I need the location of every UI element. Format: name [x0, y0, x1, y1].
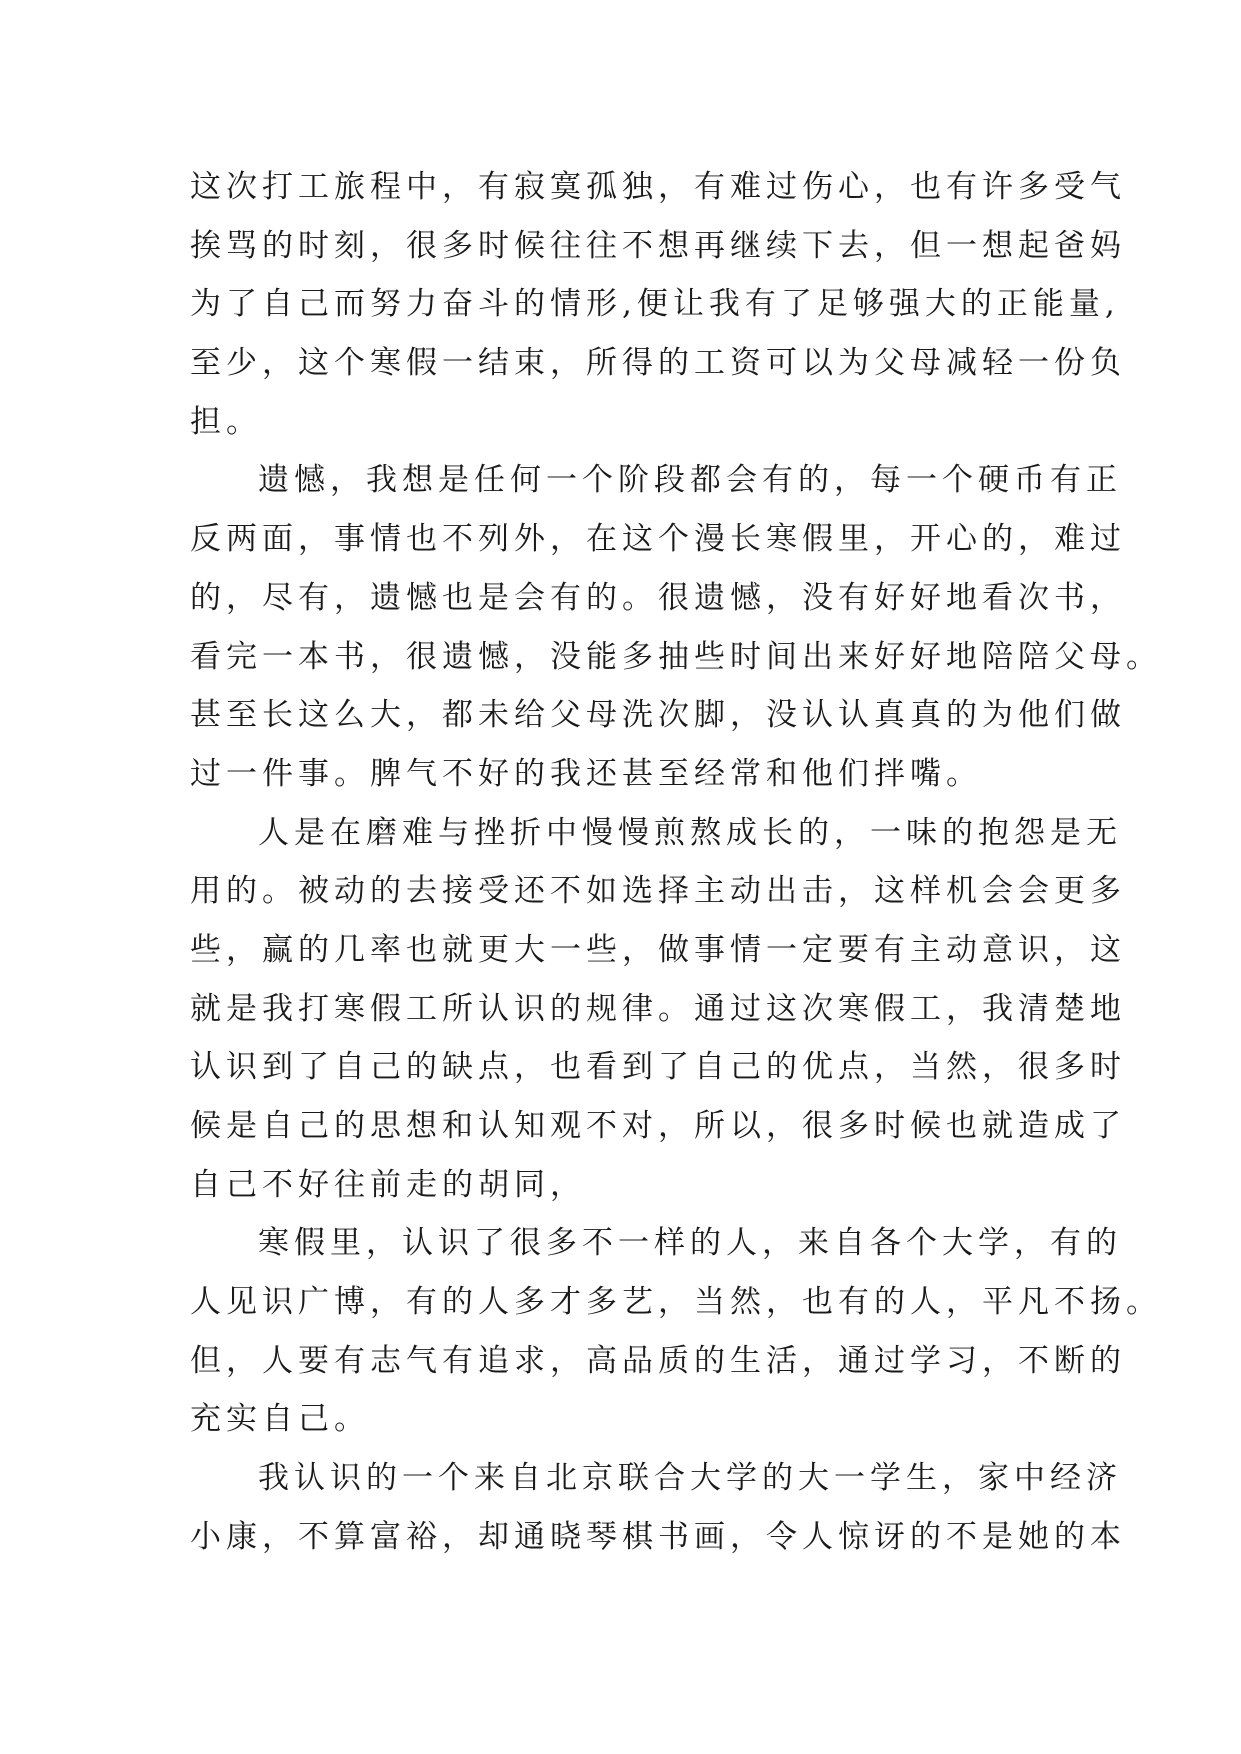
- text-line: 至少，这个寒假一结束，所得的工资可以为父母减轻一份负: [190, 345, 1126, 382]
- text-line: 认识到了自己的缺点，也看到了自己的优点，当然，很多时: [190, 1049, 1126, 1086]
- paragraph-first-line: 寒假里，认识了很多不一样的人，来自各个大学，有的: [258, 1225, 1122, 1262]
- text-line: 人见识广博，有的人多才多艺，当然，也有的人，平凡不扬。: [190, 1284, 1162, 1321]
- text-line: 为了自己而努力奋斗的情形,便让我有了足够强大的正能量,: [190, 286, 1120, 323]
- text-line: 的，尽有，遗憾也是会有的。很遗憾，没有好好地看次书，: [190, 579, 1126, 616]
- text-line: 过一件事。脾气不好的我还甚至经常和他们拌嘴。: [190, 755, 982, 792]
- text-line: 自己不好往前走的胡同，: [190, 1166, 586, 1203]
- text-line: 候是自己的思想和认知观不对，所以，很多时候也就造成了: [190, 1108, 1126, 1144]
- text-line: 担。: [190, 403, 262, 440]
- paragraph-first-line: 我认识的一个来自北京联合大学的大一学生，家中经济: [258, 1460, 1122, 1497]
- body-text: [190, 158, 1162, 1567]
- text-line: 些，赢的几率也就更大一些，做事情一定要有主动意识，这: [190, 931, 1126, 968]
- paragraph-first-line: 人是在磨难与挫折中慢慢煎熬成长的，一味的抱怨是无: [258, 814, 1122, 851]
- text-line: 就是我打寒假工所认识的规律。通过这次寒假工，我清楚地: [190, 990, 1126, 1027]
- paragraph-first-line: 遗憾，我想是任何一个阶段都会有的，每一个硬币有正: [258, 462, 1122, 499]
- text-line: 这次打工旅程中，有寂寞孤独，有难过伤心，也有许多受气: [190, 169, 1126, 205]
- text-line: 挨骂的时刻，很多时候往往不想再继续下去，但一想起爸妈: [190, 227, 1126, 264]
- text-line: 甚至长这么大，都未给父母洗次脚，没认认真真的为他们做: [190, 697, 1126, 734]
- text-line: 但，人要有志气有追求，高品质的生活，通过学习，不断的: [190, 1342, 1126, 1379]
- text-line: 用的。被动的去接受还不如选择主动出击，这样机会会更多: [190, 873, 1126, 910]
- text-line: 看完一本书，很遗憾，没能多抽些时间出来好好地陪陪父母。: [190, 638, 1162, 675]
- text-line: 充实自己。: [190, 1401, 370, 1438]
- text-line: 小康，不算富裕，却通晓琴棋书画，令人惊讶的不是她的本: [190, 1518, 1126, 1555]
- text-line: 反两面，事情也不列外，在这个漫长寒假里，开心的，难过: [190, 521, 1126, 558]
